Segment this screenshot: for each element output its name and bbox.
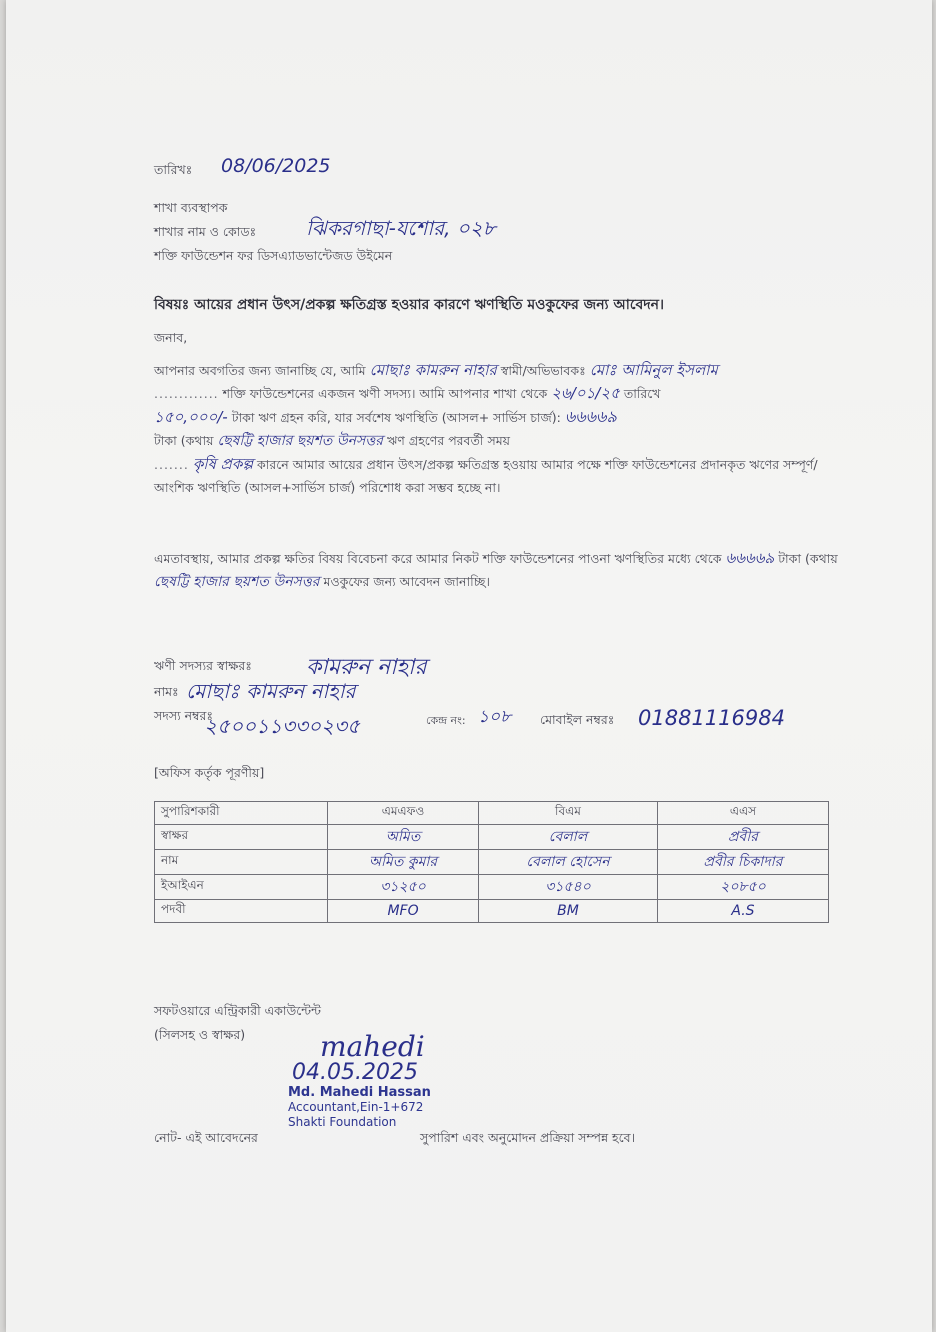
table-cell: BM bbox=[479, 900, 658, 923]
body-paragraph-2 bbox=[154, 547, 844, 594]
body-text: কারনে আমার আয়ের প্রধান উৎস/প্রকল্প ক্ষতিগ্রস্ত হওয়ায় আমার পক্ষে শক্তি ফাউন্ডেশনের প্রদানকৃত ঋণের সম্পূর্ণ/আংশিক ঋণস্থিতি (আসল+সার্ভিস চার্জ) পরিশোধ করা সম্ভব হচ্ছে না। bbox=[154, 457, 818, 495]
table-cell: বেলাল হোসেন bbox=[479, 850, 658, 875]
note-start: নোট- এই আবেদনের bbox=[154, 1130, 258, 1145]
body-text: স্বামী/অভিভাবকঃ bbox=[500, 363, 586, 378]
body-text: তারিখে bbox=[623, 386, 661, 401]
date-value: 08/06/2025 bbox=[221, 155, 331, 177]
accountant-stamp bbox=[288, 1085, 431, 1130]
center-label: কেন্দ্র নং: bbox=[426, 714, 466, 727]
table-row bbox=[155, 850, 829, 875]
body-paragraph-1 bbox=[154, 359, 844, 499]
row-label: নাম bbox=[155, 850, 328, 875]
table-header-cell: সুপারিশকারী bbox=[155, 802, 328, 825]
document-page bbox=[6, 0, 932, 1332]
table-cell: MFO bbox=[328, 900, 479, 923]
stamp-org: Shakti Foundation bbox=[288, 1115, 397, 1129]
salutation: জনাব, bbox=[154, 330, 188, 345]
table-cell: A.S bbox=[657, 900, 828, 923]
body-text: এমতাবস্থায়, আমার প্রকল্প ক্ষতির বিষয় বিবেচনা করে আমার নিকট শক্তি ফাউন্ডেশনের পাওনা ঋণস্থিতির মধ্যে থেকে bbox=[154, 551, 722, 566]
table-cell: ২০৮৫০ bbox=[657, 875, 828, 900]
recommendation-table bbox=[154, 801, 829, 923]
table-cell: প্রবীর bbox=[657, 825, 828, 850]
table-header-cell: এএস bbox=[657, 802, 828, 825]
body-text: ঋণ গ্রহণের পরবর্তী সময় bbox=[386, 433, 511, 448]
member-signature-hw: কামরুন নাহার bbox=[306, 655, 427, 680]
waive-words-hw: ছেষট্টি হাজার ছয়শত উনসত্তর bbox=[154, 574, 320, 590]
table-cell: অমিত কুমার bbox=[328, 850, 479, 875]
accountant-date-hw: 04.05.2025 bbox=[292, 1060, 418, 1085]
office-note: [অফিস কর্তৃক পূরণীয়] bbox=[154, 765, 265, 780]
mobile-label: মোবাইল নম্বরঃ bbox=[540, 712, 615, 727]
body-text: টাকা ঋণ গ্রহন করি, যার সর্বশেষ ঋণস্থিতি (আসল+ সার্ভিস চার্জ): bbox=[231, 410, 561, 425]
row-label: ইআইএন bbox=[155, 875, 328, 900]
body-text: আপনার অবগতির জন্য জানাচ্ছি যে, আমি bbox=[154, 363, 366, 378]
row-label: পদবী bbox=[155, 900, 328, 923]
accountant-line-1: সফটওয়ারে এন্ট্রিকারী একাউন্টেন্ট bbox=[154, 1003, 321, 1018]
branch-value: ঝিকরগাছা-যশোর, ০২৮ bbox=[306, 216, 496, 240]
row-label: স্বাক্ষর bbox=[155, 825, 328, 850]
table-cell: প্রবীর চিকাদার bbox=[657, 850, 828, 875]
member-name-label: নামঃ bbox=[154, 684, 179, 699]
table-header-cell: এমএফও bbox=[328, 802, 479, 825]
body-text: টাকা (কথায় bbox=[778, 551, 838, 566]
table-row bbox=[155, 825, 829, 850]
table-cell: ৩১২৫০ bbox=[328, 875, 479, 900]
body-text: মওকুফের জন্য আবেদন জানাচ্ছি। bbox=[323, 574, 490, 589]
center-hw: ১০৮ bbox=[478, 707, 512, 727]
project-hw: কৃষি প্রকল্প bbox=[192, 455, 254, 473]
stamp-name: Md. Mahedi Hassan bbox=[288, 1085, 431, 1100]
loan-date-hw: ২৬/০১/২৫ bbox=[551, 384, 620, 402]
table-row bbox=[155, 875, 829, 900]
table-cell: বেলাল bbox=[479, 825, 658, 850]
stamp-role: Accountant,Ein-1+672 bbox=[288, 1100, 424, 1114]
table-row bbox=[155, 900, 829, 923]
member-number-hw: ২৫০০১১৩৩০২৩৫ bbox=[204, 714, 360, 738]
accountant-line-2: (সিলসহ ও স্বাক্ষর) bbox=[154, 1027, 246, 1042]
branch-label: শাখার নাম ও কোডঃ bbox=[154, 224, 257, 239]
outstanding-words-hw: ছেষট্টি হাজার ছয়শত উনসত্তর bbox=[217, 433, 383, 449]
table-header-cell: বিএম bbox=[479, 802, 658, 825]
accountant-signature-hw: mahedi bbox=[320, 1030, 425, 1063]
table-cell: অমিত bbox=[328, 825, 479, 850]
waive-amount-hw: ৬৬৬৬৯ bbox=[725, 549, 775, 567]
member-signature-label: ঋণী সদস্যর স্বাক্ষরঃ bbox=[154, 658, 252, 673]
table-header-row bbox=[155, 802, 829, 825]
body-text: শক্তি ফাউন্ডেশনের একজন ঋণী সদস্য। আমি আপনার শাখা থেকে bbox=[222, 386, 548, 401]
dots: ............. bbox=[154, 386, 219, 401]
member-number-label: সদস্য নম্বরঃ bbox=[154, 708, 214, 723]
date-label: তারিখঃ bbox=[154, 162, 193, 177]
subject: বিষয়ঃ আয়ের প্রধান উৎস/প্রকল্প ক্ষতিগ্রস্ত হওয়ার কারণে ঋণস্থিতি মওকুফের জন্য আবেদন। bbox=[154, 297, 664, 313]
note-end: সুপারিশ এবং অনুমোদন প্রক্রিয়া সম্পন্ন হবে। bbox=[420, 1130, 636, 1145]
org-line: শক্তি ফাউন্ডেশন ফর ডিসএ্যাডভান্টেজড উইমেন bbox=[154, 248, 393, 263]
table-cell: ৩১৫৪০ bbox=[479, 875, 658, 900]
outstanding-hw: ৬৬৬৬৯ bbox=[564, 407, 617, 426]
body-text: টাকা (কথায় bbox=[154, 433, 214, 448]
recipient-title: শাখা ব্যবস্থাপক bbox=[154, 200, 228, 215]
loan-amount-hw: ১৫০,০০০/- bbox=[154, 408, 228, 426]
guardian-hw: মোঃ আমিনুল ইসলাম bbox=[589, 361, 718, 379]
member-name-hw: মোছাঃ কামরুন নাহার bbox=[369, 361, 497, 379]
member-name-hw-2: মোছাঃ কামরুন নাহার bbox=[186, 679, 356, 703]
mobile-hw: 01881116984 bbox=[638, 706, 785, 730]
dots: ....... bbox=[154, 457, 189, 472]
